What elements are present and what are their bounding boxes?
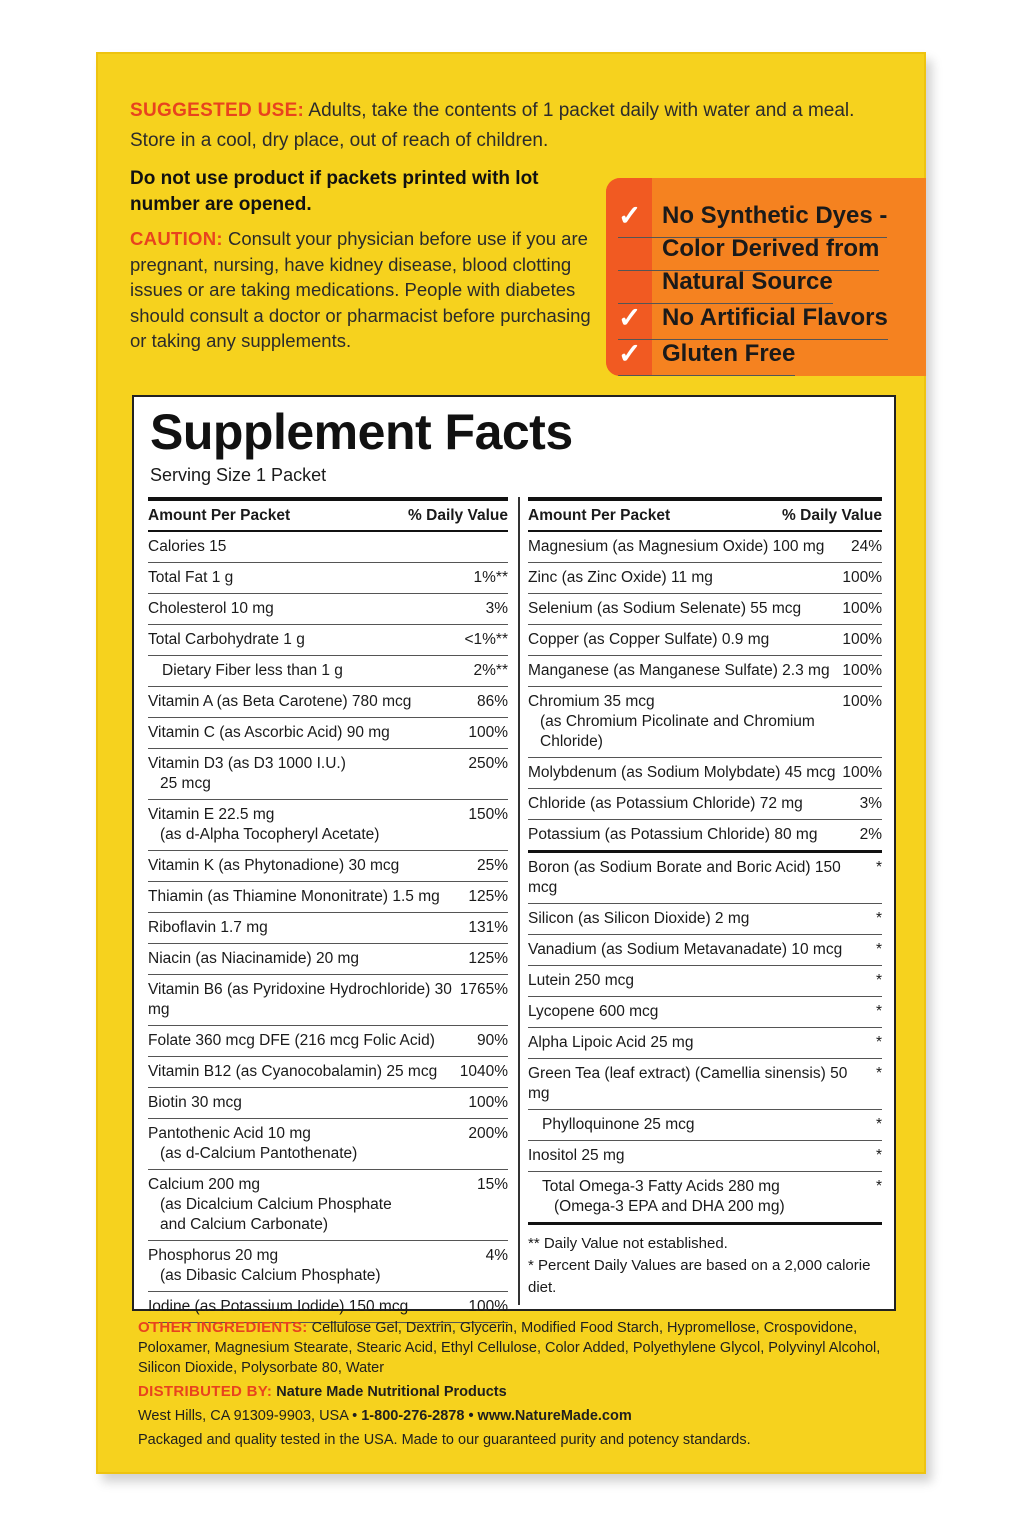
nutrient-source: (as Chromium Picolinate and Chromium Chloride) [540,713,815,750]
nutrient-row [148,975,508,1026]
daily-value: 131% [468,919,508,936]
daily-value: 15% [476,1176,508,1193]
nutrient-name: Vitamin C (as Ascorbic Acid) 90 mg [148,724,390,741]
nutrient-row [148,882,508,913]
header-amount: Amount Per Packet [148,507,291,524]
nutrient-name: Riboflavin 1.7 mg [148,919,268,936]
daily-value: 1765% [459,981,508,998]
packaged-statement: Packaged and quality tested in the USA. Made to our guaranteed purity and potency standards. [138,1432,751,1448]
daily-value: 100% [842,764,882,781]
daily-value: 25% [476,857,508,874]
storage-text: Store in a cool, dry place, out of reach of children. [130,130,549,151]
nutrient-row [148,1241,508,1292]
caution [130,226,600,354]
nutrient-name: Vitamin B12 (as Cyanocobalamin) 25 mcg [148,1063,438,1080]
check-icon: ✓ [618,302,642,333]
facts-left-column [148,497,508,1323]
nutrient-row [528,594,882,625]
nutrient-name: Vitamin A (as Beta Carotene) 780 mcg [148,693,412,710]
suggested-label: SUGGESTED USE: [130,100,305,121]
nutrient-row [528,820,882,853]
nutrient-row [528,758,882,789]
nutrient-row [528,966,882,997]
nutrient-name: Folate 360 mcg DFE (216 mcg Folic Acid) [148,1032,435,1049]
nutrient-name: Phylloquinone 25 mcg [542,1116,695,1133]
daily-value: * [875,1034,882,1051]
claim-text: No Synthetic Dyes - [662,202,888,229]
footnote: ** Daily Value not established. [528,1235,728,1252]
nutrient-name: Green Tea (leaf extract) (Camellia sinensis) 50 mg [528,1065,848,1102]
check-icon: ✓ [618,338,642,369]
claim-text: Natural Source [662,268,833,295]
nutrient-row [528,687,882,758]
daily-value: 100% [468,1298,508,1315]
facts-header [148,497,508,532]
serving-size: Serving Size 1 Packet [150,465,327,485]
distributor-name: Nature Made Nutritional Products [272,1384,507,1400]
daily-value: 100% [842,600,882,617]
nutrient-row [528,656,882,687]
suggested-text: Adults, take the contents of 1 packet daily with water and a meal. [304,100,855,121]
nutrient-row [528,625,882,656]
daily-value: 100% [842,693,882,710]
nutrient-row [148,944,508,975]
nutrient-row [148,594,508,625]
nutrient-row [528,789,882,820]
nutrient-row [148,1057,508,1088]
daily-value: 200% [468,1125,508,1142]
daily-value: * [875,972,882,989]
daily-value: 3% [485,600,508,617]
nutrient-row [528,853,882,904]
caution-text: Consult your physician before use if you are pregnant, nursing, have kidney disease, blood clotting issues or are taking medications. People with diabetes should consult a doctor or pharmacist before purchasing or taking any supplements. [130,228,591,351]
nutrient-name: Cholesterol 10 mg [148,600,274,617]
nutrient-name: Silicon (as Silicon Dioxide) 2 mg [528,910,750,927]
facts-title: Supplement Facts [150,404,573,460]
nutrient-row [528,1059,882,1110]
nutrient-row [148,532,508,563]
daily-value: 100% [468,724,508,741]
nutrient-row [528,997,882,1028]
nutrient-name: Chloride (as Potassium Chloride) 72 mg [528,795,803,812]
nutrient-source: and Calcium Carbonate) [160,1216,329,1233]
nutrient-name: Total Omega-3 Fatty Acids 280 mg (Omega-3 EPA and DHA 200 mg) [542,1177,876,1217]
facts-right-column [528,497,882,1299]
nutrient-name: Pantothenic Acid 10 mg (as d-Calcium Pantothenate) [148,1124,468,1164]
nutrient-name: Iodine (as Potassium Iodide) 150 mcg [148,1298,409,1315]
other-ingredients-label: OTHER INGREDIENTS: [138,1319,308,1336]
column-divider [518,497,520,1305]
nutrient-row [148,718,508,749]
nutrient-row [148,1088,508,1119]
nutrient-row [528,532,882,563]
claim-text: Gluten Free [662,340,796,367]
claims-badge [606,178,926,376]
nutrient-name: Thiamin (as Thiamine Mononitrate) 1.5 mg [148,888,440,905]
daily-value: 125% [468,950,508,967]
other-ingredients-text: Cellulose Gel, Dextrin, Glycerin, Modified Food Starch, Hypromellose, Crospovidone, Poloxamer, Magnesium Stearate, Stearic Acid, Ethyl Cellulose, Color Added, Polyethylene Glycol, Polyvinyl Alcohol, Silicon Dioxide, Polysorbate 80, Water [138,1320,881,1376]
nutrient-name: Calcium 200 mg (as Dicalcium Calcium Phosphate and Calcium Carbonate) [148,1175,477,1235]
nutrient-name: Alpha Lipoic Acid 25 mg [528,1034,694,1051]
packet-warning: Do not use product if packets printed with lot number are opened. [130,168,539,215]
nutrient-row [148,851,508,882]
nutrient-name: Manganese (as Manganese Sulfate) 2.3 mg [528,662,830,679]
supplement-facts-panel [132,395,896,1315]
nutrient-name: Inositol 25 mg [528,1147,625,1164]
daily-value: 150% [468,806,508,823]
daily-value: * [875,941,882,958]
nutrient-row [528,1110,882,1141]
check-icon: ✓ [618,200,642,231]
distributed-label: DISTRIBUTED BY: [138,1383,273,1400]
daily-value: * [875,1003,882,1020]
daily-value: 24% [850,538,882,555]
daily-value: 86% [476,693,508,710]
nutrient-name: Potassium (as Potassium Chloride) 80 mg [528,826,818,843]
daily-value: * [875,859,882,876]
nutrient-source: 25 mcg [160,775,211,792]
nutrient-source: (as Dibasic Calcium Phosphate) [160,1267,381,1284]
daily-value: * [875,1147,882,1164]
daily-value: 2%** [473,662,508,679]
nutrient-name: Zinc (as Zinc Oxide) 11 mg [528,569,713,586]
daily-value: 100% [842,631,882,648]
nutrient-row [148,1170,508,1241]
nutrient-name: Total Carbohydrate 1 g [148,631,305,648]
nutrient-name: Chromium 35 mcg (as Chromium Picolinate and Chromium Chloride) [528,692,842,752]
daily-value: 1%** [473,569,508,586]
nutrient-row [528,1172,882,1225]
facts-header [528,497,882,532]
header-dv: % Daily Value [408,507,508,524]
nutrient-row [528,563,882,594]
nutrient-row [148,800,508,851]
daily-value: 100% [842,569,882,586]
daily-value: 250% [468,755,508,772]
daily-value: * [875,1178,882,1195]
nutrient-row [148,687,508,718]
header-dv: % Daily Value [782,507,882,524]
nutrient-row [528,1141,882,1172]
contact-info: 1-800-276-2878 • www.NatureMade.com [361,1408,632,1424]
daily-value: <1%** [464,631,508,648]
claim-3 [618,332,795,376]
nutrient-row [148,1119,508,1170]
daily-value: 100% [842,662,882,679]
daily-value: * [875,1116,882,1133]
nutrient-name: Lutein 250 mcg [528,972,634,989]
daily-value: 100% [468,1094,508,1111]
nutrient-name: Selenium (as Sodium Selenate) 55 mcg [528,600,802,617]
suggested-use [130,96,890,156]
nutrient-row [148,625,508,656]
nutrient-name: Vitamin B6 (as Pyridoxine Hydrochloride) 30 mg [148,981,452,1018]
footnote: * Percent Daily Values are based on a 2,000 calorie diet. [528,1257,871,1296]
nutrient-name: Total Fat 1 g [148,569,234,586]
claim-text: No Artificial Flavors [662,304,888,331]
daily-value: * [875,910,882,927]
daily-value: 2% [859,826,882,843]
daily-value: 1040% [459,1063,508,1080]
header-amount: Amount Per Packet [528,507,671,524]
daily-value: 125% [468,888,508,905]
claim-text: Color Derived from [662,235,880,262]
daily-value: 3% [859,795,882,812]
nutrient-source: (Omega-3 EPA and DHA 200 mg) [554,1198,785,1215]
daily-value: 4% [485,1247,508,1264]
nutrient-source: (as d-Calcium Pantothenate) [160,1145,358,1162]
nutrient-row [528,935,882,966]
nutrient-name: Copper (as Copper Sulfate) 0.9 mg [528,631,770,648]
address: West Hills, CA 91309-9903, USA • [138,1408,362,1424]
nutrient-name: Dietary Fiber less than 1 g [162,662,343,679]
nutrient-source: (as Dicalcium Calcium Phosphate [160,1196,392,1213]
nutrient-name: Lycopene 600 mcg [528,1003,659,1020]
nutrient-name: Boron (as Sodium Borate and Boric Acid) 150 mcg [528,859,841,896]
nutrient-row [148,1026,508,1057]
nutrient-source: (as d-Alpha Tocopheryl Acetate) [160,826,380,843]
daily-value: 90% [476,1032,508,1049]
nutrient-name: Calories 15 [148,538,227,555]
nutrient-name: Vitamin E 22.5 mg (as d-Alpha Tocopheryl Acetate) [148,805,468,845]
nutrient-name: Vitamin D3 (as D3 1000 I.U.) 25 mcg [148,754,468,794]
nutrient-row [528,904,882,935]
nutrient-row [148,749,508,800]
nutrient-name: Niacin (as Niacinamide) 20 mg [148,950,360,967]
caution-label: CAUTION: [130,228,223,249]
nutrient-name: Biotin 30 mcg [148,1094,242,1111]
nutrient-name: Vitamin K (as Phytonadione) 30 mcg [148,857,400,874]
nutrient-row [148,563,508,594]
nutrient-name: Vanadium (as Sodium Metavanadate) 10 mcg [528,941,843,958]
nutrient-row [528,1028,882,1059]
nutrient-row [148,656,508,687]
footnotes [528,1225,882,1299]
daily-value: * [875,1065,882,1082]
other-ingredients [138,1318,898,1450]
nutrient-name: Magnesium (as Magnesium Oxide) 100 mg [528,538,825,555]
nutrient-row [148,913,508,944]
nutrient-name: Phosphorus 20 mg (as Dibasic Calcium Phosphate) [148,1246,486,1286]
nutrient-name: Molybdenum (as Sodium Molybdate) 45 mcg [528,764,836,781]
